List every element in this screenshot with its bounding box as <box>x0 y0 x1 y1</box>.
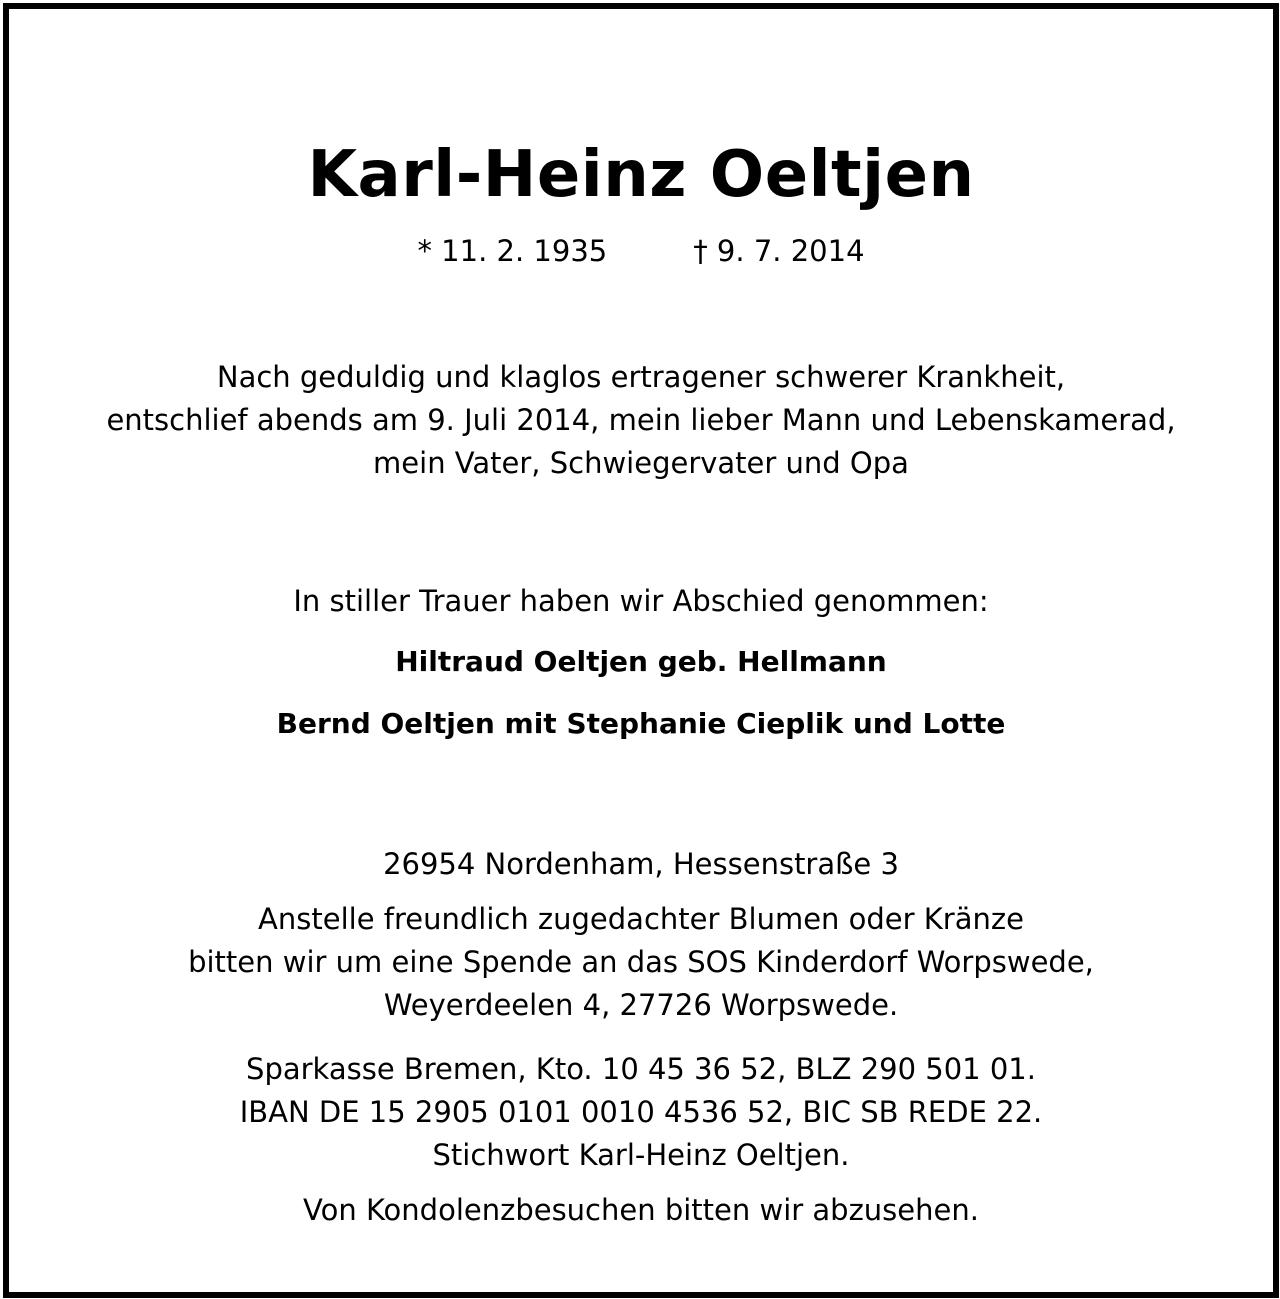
death-date: † 9. 7. 2014 <box>693 234 865 268</box>
mourner-name: Hiltraud Oeltjen geb. Hellmann <box>395 645 887 678</box>
intro-line: mein Vater, Schwiegervater und Opa <box>373 446 909 480</box>
bank-line: Sparkasse Bremen, Kto. 10 45 36 52, BLZ 290 501 01. <box>246 1052 1036 1086</box>
donation-line: Anstelle freundlich zugedachter Blumen oder Kränze <box>258 902 1024 936</box>
obituary-frame <box>3 3 1279 1298</box>
donation-line: Weyerdeelen 4, 27726 Worpswede. <box>383 988 899 1022</box>
donation-line: bitten wir um eine Spende an das SOS Kinderdorf Worpswede, <box>188 945 1094 979</box>
mourner-name: Bernd Oeltjen mit Stephanie Cieplik und Lotte <box>276 707 1006 740</box>
birth-date: * 11. 2. 1935 <box>417 234 608 268</box>
bank-line: IBAN DE 15 2905 0101 0010 4536 52, BIC SB REDE 22. <box>239 1095 1043 1129</box>
bank-line: Stichwort Karl-Heinz Oeltjen. <box>432 1138 850 1172</box>
intro-text <box>9 356 1273 485</box>
intro-line: Nach geduldig und klaglos ertragener schwerer Krankheit, <box>216 360 1066 394</box>
donation-request <box>9 898 1273 1027</box>
mourning-statement: In stiller Trauer haben wir Abschied genommen: <box>293 584 989 618</box>
intro-line: entschlief abends am 9. Juli 2014, mein lieber Mann und Lebenskamerad, <box>106 403 1176 437</box>
life-dates <box>9 234 1273 268</box>
family-address: 26954 Nordenham, Hessenstraße 3 <box>383 847 899 881</box>
deceased-name: Karl-Heinz Oeltjen <box>307 138 975 212</box>
closing-note: Von Kondolenzbesuchen bitten wir abzusehen. <box>303 1193 979 1227</box>
bank-details <box>9 1048 1273 1177</box>
